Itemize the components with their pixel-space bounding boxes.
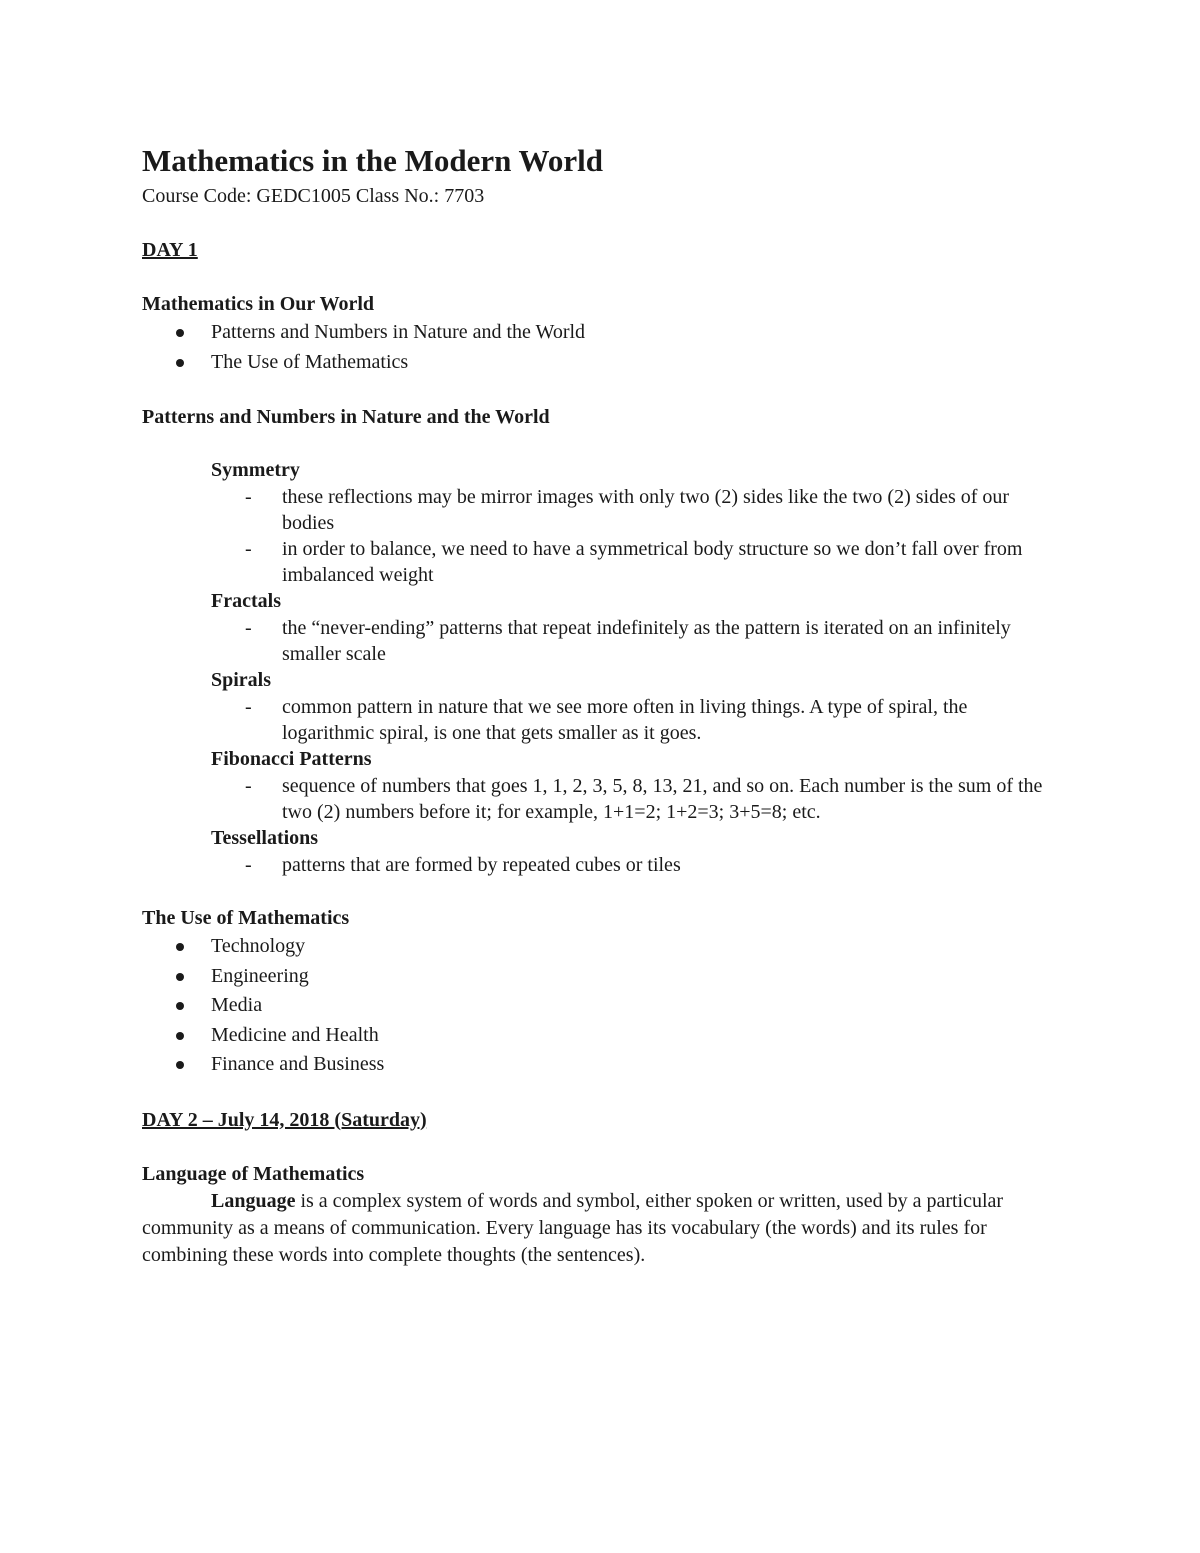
topic-title: Spirals <box>211 669 272 691</box>
bullet-icon <box>176 359 184 367</box>
list-item: - sequence of numbers that goes 1, 1, 2, 3, 5, 8, 13, 21, and so on. Each number is the sum of the two (2) numbers before it; for example, 1+1=2; 1+2=3; 3+5=8; etc. <box>245 775 1043 823</box>
defined-term: Language <box>211 1189 296 1212</box>
dash-icon: - <box>245 696 252 718</box>
bullet-icon <box>176 1032 184 1040</box>
dash-icon: - <box>245 775 252 797</box>
topic-points <box>211 852 1062 878</box>
section-heading-use-of-math: The Use of Mathematics <box>142 907 350 929</box>
topic-points <box>211 694 1062 746</box>
list-item: - the “never-ending” patterns that repeat indefinitely as the pattern is iterated on an infinitely smaller scale <box>245 617 1011 665</box>
dash-icon: - <box>245 486 252 508</box>
list-item: - these reflections may be mirror images with only two (2) sides like the two (2) sides of our bodies <box>245 486 1010 534</box>
list-item: Finance and Business <box>142 1050 1062 1080</box>
list-item: Engineering <box>142 962 1062 992</box>
list-item: - common pattern in nature that we see more often in living things. A type of spiral, the logarithmic spiral, is one that gets smaller as it goes. <box>245 696 968 744</box>
topic-tessellations <box>142 825 1062 878</box>
section-heading-patterns: Patterns and Numbers in Nature and the World <box>142 406 550 428</box>
day-2-heading: DAY 2 – July 14, 2018 (Saturday) <box>142 1108 427 1131</box>
bullet-icon <box>176 1002 184 1010</box>
document-page <box>142 140 1062 1269</box>
course-info: Course Code: GEDC1005 Class No.: 7703 <box>142 185 485 207</box>
overview-list <box>142 318 1062 377</box>
topic-title: Symmetry <box>211 459 300 481</box>
list-item: Technology <box>142 932 1062 962</box>
topic-title: Tessellations <box>211 827 319 849</box>
topic-points <box>211 773 1062 825</box>
list-item: Media <box>142 991 1062 1021</box>
list-item: - in order to balance, we need to have a symmetrical body structure so we don’t fall over from imbalanced weight <box>245 538 1023 586</box>
list-item: The Use of Mathematics <box>142 348 1062 378</box>
bullet-icon <box>176 1061 184 1069</box>
dash-icon: - <box>245 617 252 639</box>
section-heading-language: Language of Mathematics <box>142 1162 365 1185</box>
topic-points <box>211 484 1062 588</box>
day-1-heading: DAY 1 <box>142 239 198 261</box>
language-definition: Language is a complex system of words and symbol, either spoken or written, used by a particular community as a means of communication. Every language has its vocabulary (the words) and its rules for combining these words into complete thoughts (the sentences). <box>142 1189 1004 1266</box>
topic-title: Fibonacci Patterns <box>211 748 372 770</box>
topic-spirals <box>142 667 1062 746</box>
topic-fractals <box>142 588 1062 667</box>
list-item: Medicine and Health <box>142 1021 1062 1051</box>
document-title: Mathematics in the Modern World <box>142 143 603 178</box>
bullet-icon <box>176 329 184 337</box>
list-item: - patterns that are formed by repeated cubes or tiles <box>245 854 681 876</box>
topic-points <box>211 615 1062 667</box>
list-item: Patterns and Numbers in Nature and the World <box>142 318 1062 348</box>
dash-icon: - <box>245 538 252 560</box>
topic-fibonacci <box>142 746 1062 825</box>
topic-symmetry <box>142 457 1062 588</box>
section-heading-math-in-our-world: Mathematics in Our World <box>142 293 375 315</box>
uses-list <box>142 932 1062 1080</box>
bullet-icon <box>176 943 184 951</box>
bullet-icon <box>176 973 184 981</box>
dash-icon: - <box>245 854 252 876</box>
topic-title: Fractals <box>211 590 281 612</box>
